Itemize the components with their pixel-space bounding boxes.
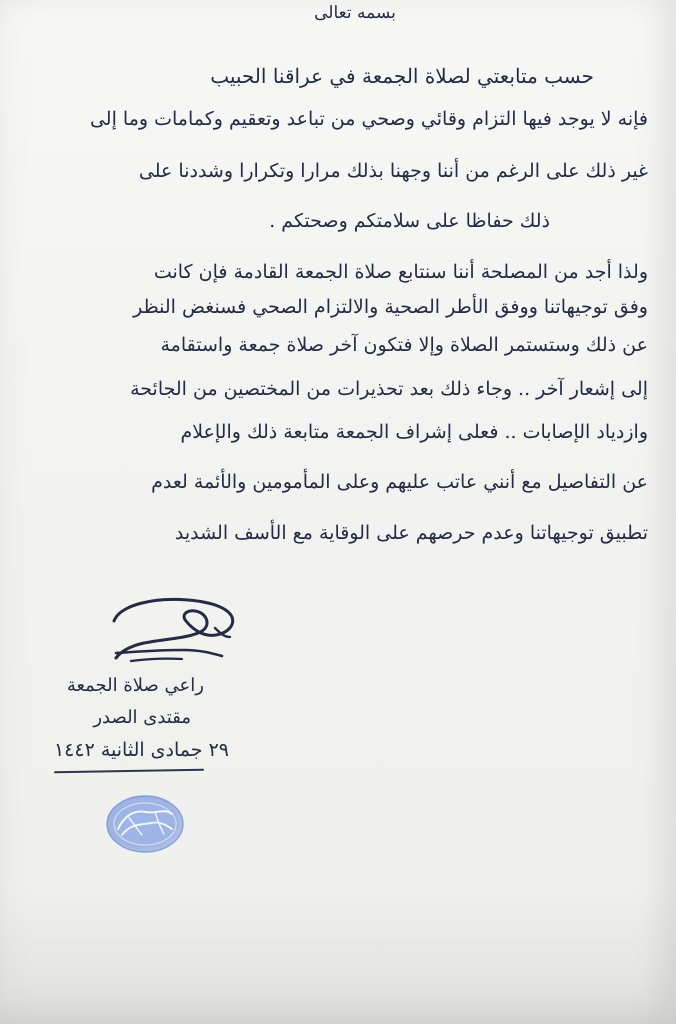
body-line: إلى إشعار آخر .. وجاء ذلك بعد تحذيرات من المختصين من الجائحة — [130, 378, 648, 400]
body-line: غير ذلك على الرغم من أننا وجهنا بذلك مرارا وتكرارا وشددنا على — [138, 160, 648, 182]
body-line: ولذا أجد من المصلحة أننا سنتابع صلاة الجمعة القادمة فإن كانت — [153, 261, 648, 283]
letter-body — [18, 110, 648, 550]
body-line: عن التفاصيل مع أنني عاتب عليهم وعلى المأمومين والأئمة لعدم — [151, 471, 648, 493]
signature-title-line-1: راعي صلاة الجمعة — [66, 675, 204, 696]
signature-title-line-2: مقتدى الصدر — [93, 707, 191, 728]
signature-block — [46, 595, 246, 775]
signature-date: ٢٩ جمادى الثانية ١٤٤٢ — [53, 739, 229, 761]
blue-seal — [104, 794, 186, 854]
body-line: وفق توجيهاتنا ووفق الأطر الصحية والالتزام الصحي فسنغض النظر — [133, 296, 648, 318]
body-line: عن ذلك وستستمر الصلاة وإلا فتكون آخر صلاة جمعة واستقامة — [160, 334, 648, 356]
subject-line: حسب متابعتي لصلاة الجمعة في عراقنا الحبيب — [210, 64, 594, 88]
body-line: ذلك حفاظا على سلامتكم وصحتكم . — [269, 210, 550, 232]
signature-scribble-icon — [96, 595, 246, 667]
seal-stamp-icon — [104, 794, 186, 854]
body-line: فإنه لا يوجد فيها التزام وقائي وصحي من تباعد وتعقيم وكمامات وما إلى — [89, 108, 648, 130]
page-shadow — [0, 884, 676, 1024]
body-line: وازدياد الإصابات .. فعلى إشراف الجمعة متابعة ذلك والإعلام — [180, 421, 648, 443]
body-line: تطبيق توجيهاتنا وعدم حرصهم على الوقاية مع الأسف الشديد — [174, 522, 648, 544]
header-basmala: بسمه تعالى — [314, 3, 396, 23]
date-underline — [54, 769, 204, 774]
